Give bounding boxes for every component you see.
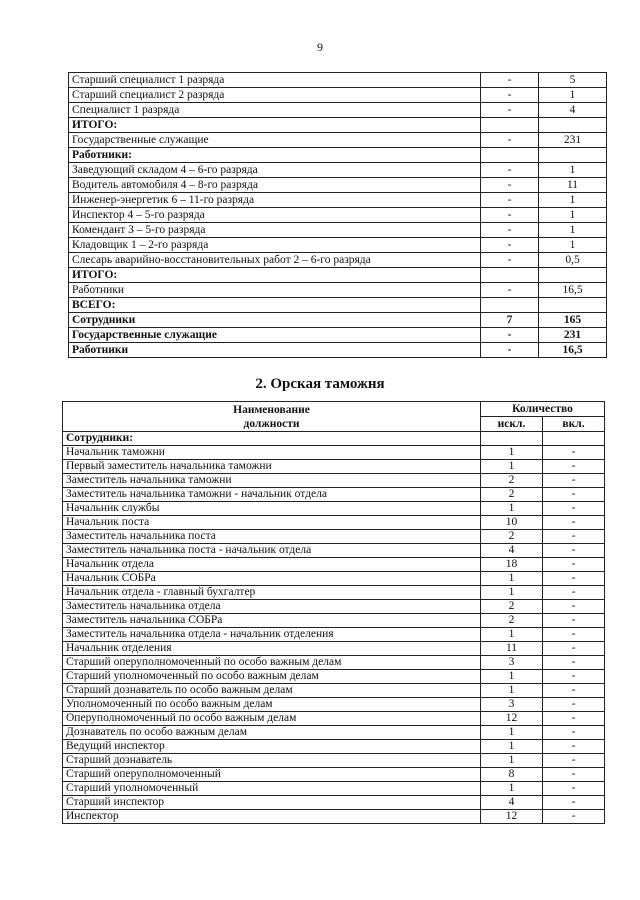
excl-value: 1 [481,460,543,474]
table-row [63,614,605,628]
excl-value: 2 [481,474,543,488]
excl-value: 3 [481,656,543,670]
excl-value [481,118,539,133]
excl-value: 1 [481,502,543,516]
table-row [69,193,607,208]
position-name: Заместитель начальника поста [63,530,481,544]
excl-value: - [481,328,539,343]
table-row [63,740,605,754]
excl-value: - [481,208,539,223]
table-row [63,586,605,600]
incl-value: - [543,796,605,810]
excl-value: 1 [481,628,543,642]
position-name: ВСЕГО: [69,298,481,313]
incl-value: - [543,712,605,726]
excl-value: 12 [481,712,543,726]
position-name: Заместитель начальника СОБРа [63,614,481,628]
incl-value: 0,5 [539,253,607,268]
position-name: Сотрудники [69,313,481,328]
position-name: Инспектор [63,810,481,824]
excl-value: 1 [481,782,543,796]
position-name: Старший оперуполномоченный по особо важным делам [63,656,481,670]
position-name: Старший оперуполномоченный [63,768,481,782]
position-name: Начальник таможни [63,446,481,460]
position-name: Первый заместитель начальника таможни [63,460,481,474]
excl-value: 1 [481,670,543,684]
position-name: Специалист 1 разряда [69,103,481,118]
excl-value: 12 [481,810,543,824]
table-row [69,223,607,238]
incl-value: 4 [539,103,607,118]
excl-value: - [481,88,539,103]
incl-value: - [543,474,605,488]
incl-value [539,118,607,133]
staff-table-body [69,73,607,358]
excl-value: 1 [481,572,543,586]
incl-value [539,148,607,163]
excl-value: 1 [481,740,543,754]
table-row [63,544,605,558]
table-row [69,148,607,163]
table-row [63,628,605,642]
position-name: Заведующий складом 4 – 6-го разряда [69,163,481,178]
incl-value: - [543,600,605,614]
position-name: Старший уполномоченный [63,782,481,796]
incl-value: 231 [539,328,607,343]
table-row [63,502,605,516]
incl-value: - [543,530,605,544]
position-name: Начальник службы [63,502,481,516]
table-row [63,558,605,572]
incl-value: - [543,544,605,558]
excl-value: 1 [481,446,543,460]
incl-value: - [543,502,605,516]
incl-value: - [543,684,605,698]
excl-value: - [481,283,539,298]
table-row [63,726,605,740]
incl-value [543,432,605,446]
incl-value: 16,5 [539,343,607,358]
excl-value: 3 [481,698,543,712]
table-row [63,698,605,712]
table-row [63,474,605,488]
excl-value: - [481,178,539,193]
position-name: Комендант 3 – 5-го разряда [69,223,481,238]
excl-value: - [481,133,539,148]
excl-value: - [481,238,539,253]
incl-value: 1 [539,208,607,223]
position-name: Старший дознаватель по особо важным делам [63,684,481,698]
position-name: Инспектор 4 – 5-го разряда [69,208,481,223]
position-name: ИТОГО: [69,118,481,133]
section-title: 2. Орская таможня [255,376,385,392]
orsk-table-body [63,432,605,824]
position-name: Старший инспектор [63,796,481,810]
excl-value: - [481,193,539,208]
incl-value: - [543,586,605,600]
excl-value: - [481,343,539,358]
table-row [63,796,605,810]
incl-value: 1 [539,223,607,238]
table-row [63,446,605,460]
incl-value: - [543,656,605,670]
excl-value: - [481,253,539,268]
table-row [69,73,607,88]
table-row [63,600,605,614]
table-row [63,754,605,768]
header-excl: искл. [481,417,543,432]
excl-value: 1 [481,754,543,768]
header-position-name [63,402,481,432]
excl-value [481,268,539,283]
incl-value: - [543,726,605,740]
header-name-line2: должности [243,417,300,430]
incl-value: 165 [539,313,607,328]
position-name: ИТОГО: [69,268,481,283]
incl-value: - [543,670,605,684]
excl-value: - [481,73,539,88]
table-row [63,642,605,656]
position-name: Старший дознаватель [63,754,481,768]
incl-value: - [543,642,605,656]
table-row [69,103,607,118]
table-row [69,343,607,358]
excl-value: 2 [481,530,543,544]
excl-value: 2 [481,614,543,628]
position-name: Государственные служащие [69,328,481,343]
position-name: Начальник отдела [63,558,481,572]
table-row [63,656,605,670]
position-name: Уполномоченный по особо важным делам [63,698,481,712]
position-name: Заместитель начальника таможни - начальник отдела [63,488,481,502]
incl-value: 1 [539,88,607,103]
table-row [69,253,607,268]
page-number: 9 [317,40,323,54]
excl-value: 11 [481,642,543,656]
table-row [63,684,605,698]
table-row [69,118,607,133]
excl-value: - [481,163,539,178]
excl-value [481,432,543,446]
position-name: Заместитель начальника поста - начальник отдела [63,544,481,558]
excl-value: 18 [481,558,543,572]
incl-value: - [543,810,605,824]
position-name: Старший уполномоченный по особо важным делам [63,670,481,684]
incl-value: - [543,782,605,796]
incl-value: 1 [539,163,607,178]
excl-value: 2 [481,488,543,502]
incl-value: - [543,460,605,474]
position-name: Работники [69,343,481,358]
table-row [69,208,607,223]
incl-value: - [543,614,605,628]
incl-value: - [543,740,605,754]
excl-value: 10 [481,516,543,530]
position-name: Работники: [69,148,481,163]
table-row [69,268,607,283]
position-name: Государственные служащие [69,133,481,148]
incl-value: - [543,628,605,642]
excl-value: 4 [481,796,543,810]
excl-value: - [481,103,539,118]
table-row [63,572,605,586]
position-name: Заместитель начальника таможни [63,474,481,488]
table-row [69,88,607,103]
table-row [69,238,607,253]
excl-value: - [481,223,539,238]
position-name: Дознаватель по особо важным делам [63,726,481,740]
position-name: Водитель автомобиля 4 – 8-го разряда [69,178,481,193]
position-name: Начальник СОБРа [63,572,481,586]
position-name: Начальник отделения [63,642,481,656]
incl-value [539,298,607,313]
table-row [63,670,605,684]
table-row [63,712,605,726]
table-row [63,488,605,502]
table-row [69,328,607,343]
table-row [63,782,605,796]
position-name: Оперуполномоченный по особо важным делам [63,712,481,726]
position-name: Заместитель начальника отдела [63,600,481,614]
header-quantity: Количество [481,402,605,417]
position-name: Инженер-энергетик 6 – 11-го разряда [69,193,481,208]
position-name: Заместитель начальника отдела - начальник отделения [63,628,481,642]
incl-value: - [543,754,605,768]
table-row [63,432,605,446]
position-name: Слесарь аварийно-восстановительных работ 2 – 6-го разряда [69,253,481,268]
excl-value: 8 [481,768,543,782]
table-row [63,768,605,782]
position-name: Начальник отдела - главный бухгалтер [63,586,481,600]
incl-value: - [543,558,605,572]
incl-value: 16,5 [539,283,607,298]
incl-value: - [543,516,605,530]
incl-value: - [543,572,605,586]
table-row [69,178,607,193]
excl-value: 7 [481,313,539,328]
excl-value: 1 [481,586,543,600]
excl-value: 1 [481,726,543,740]
table-row [63,516,605,530]
excl-value [481,148,539,163]
excl-value: 2 [481,600,543,614]
table-row [63,810,605,824]
position-name: Сотрудники: [63,432,481,446]
position-name: Кладовщик 1 – 2-го разряда [69,238,481,253]
header-name-line1: Наименование [233,403,310,416]
table-row [63,460,605,474]
header-row [63,402,605,417]
position-name: Работники [69,283,481,298]
excl-value: 4 [481,544,543,558]
orsk-customs-table [62,401,605,824]
header-incl: вкл. [543,417,605,432]
staff-table-continued [68,72,607,358]
incl-value: - [543,488,605,502]
incl-value: 1 [539,238,607,253]
incl-value: 1 [539,193,607,208]
position-name: Начальник поста [63,516,481,530]
incl-value: 5 [539,73,607,88]
excl-value: 1 [481,684,543,698]
incl-value: 11 [539,178,607,193]
incl-value: 231 [539,133,607,148]
table-row [63,530,605,544]
table-row [69,313,607,328]
incl-value: - [543,698,605,712]
excl-value [481,298,539,313]
incl-value: - [543,768,605,782]
table-row [69,298,607,313]
position-name: Старший специалист 2 разряда [69,88,481,103]
position-name: Старший специалист 1 разряда [69,73,481,88]
incl-value: - [543,446,605,460]
table-row [69,133,607,148]
position-name: Ведущий инспектор [63,740,481,754]
table-row [69,283,607,298]
table-row [69,163,607,178]
incl-value [539,268,607,283]
